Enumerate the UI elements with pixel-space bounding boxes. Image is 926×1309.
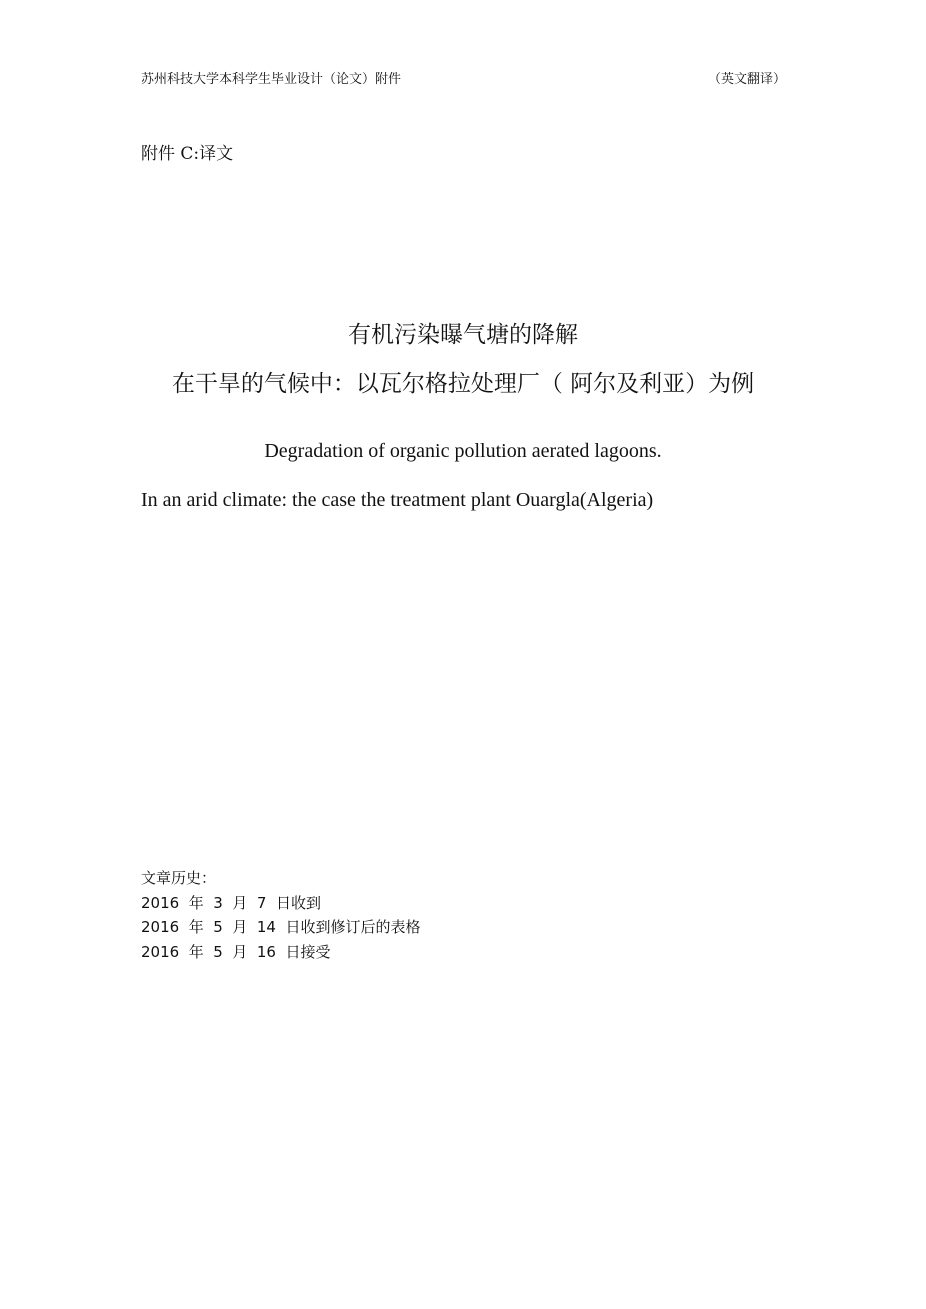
history-entry-accepted: 2016 年 5 月 16 日接受 <box>141 942 331 961</box>
article-history <box>141 866 421 964</box>
history-entry-received: 2016 年 3 月 7 日收到 <box>141 893 321 912</box>
appendix-label: 附件 C:译文 <box>141 144 234 164</box>
english-title-line-1: Degradation of organic pollution aerated lagoons. <box>264 440 662 462</box>
history-entry-revised: 2016 年 5 月 14 日收到修订后的表格 <box>141 918 421 936</box>
chinese-title-line-1: 有机污染曝气塘的降解 <box>348 322 578 348</box>
page-header-right: （英文翻译） <box>708 72 787 87</box>
page-header-left: 苏州科技大学本科学生毕业设计（论文）附件 <box>141 72 402 87</box>
chinese-title-line-2: 在干旱的气候中：以瓦尔格拉处理厂（ 阿尔及利亚）为例 <box>171 371 755 397</box>
english-title-line-2: In an arid climate: the case the treatment plant Ouargla(Algeria) <box>141 489 654 511</box>
article-history-heading: 文章历史： <box>141 869 217 887</box>
